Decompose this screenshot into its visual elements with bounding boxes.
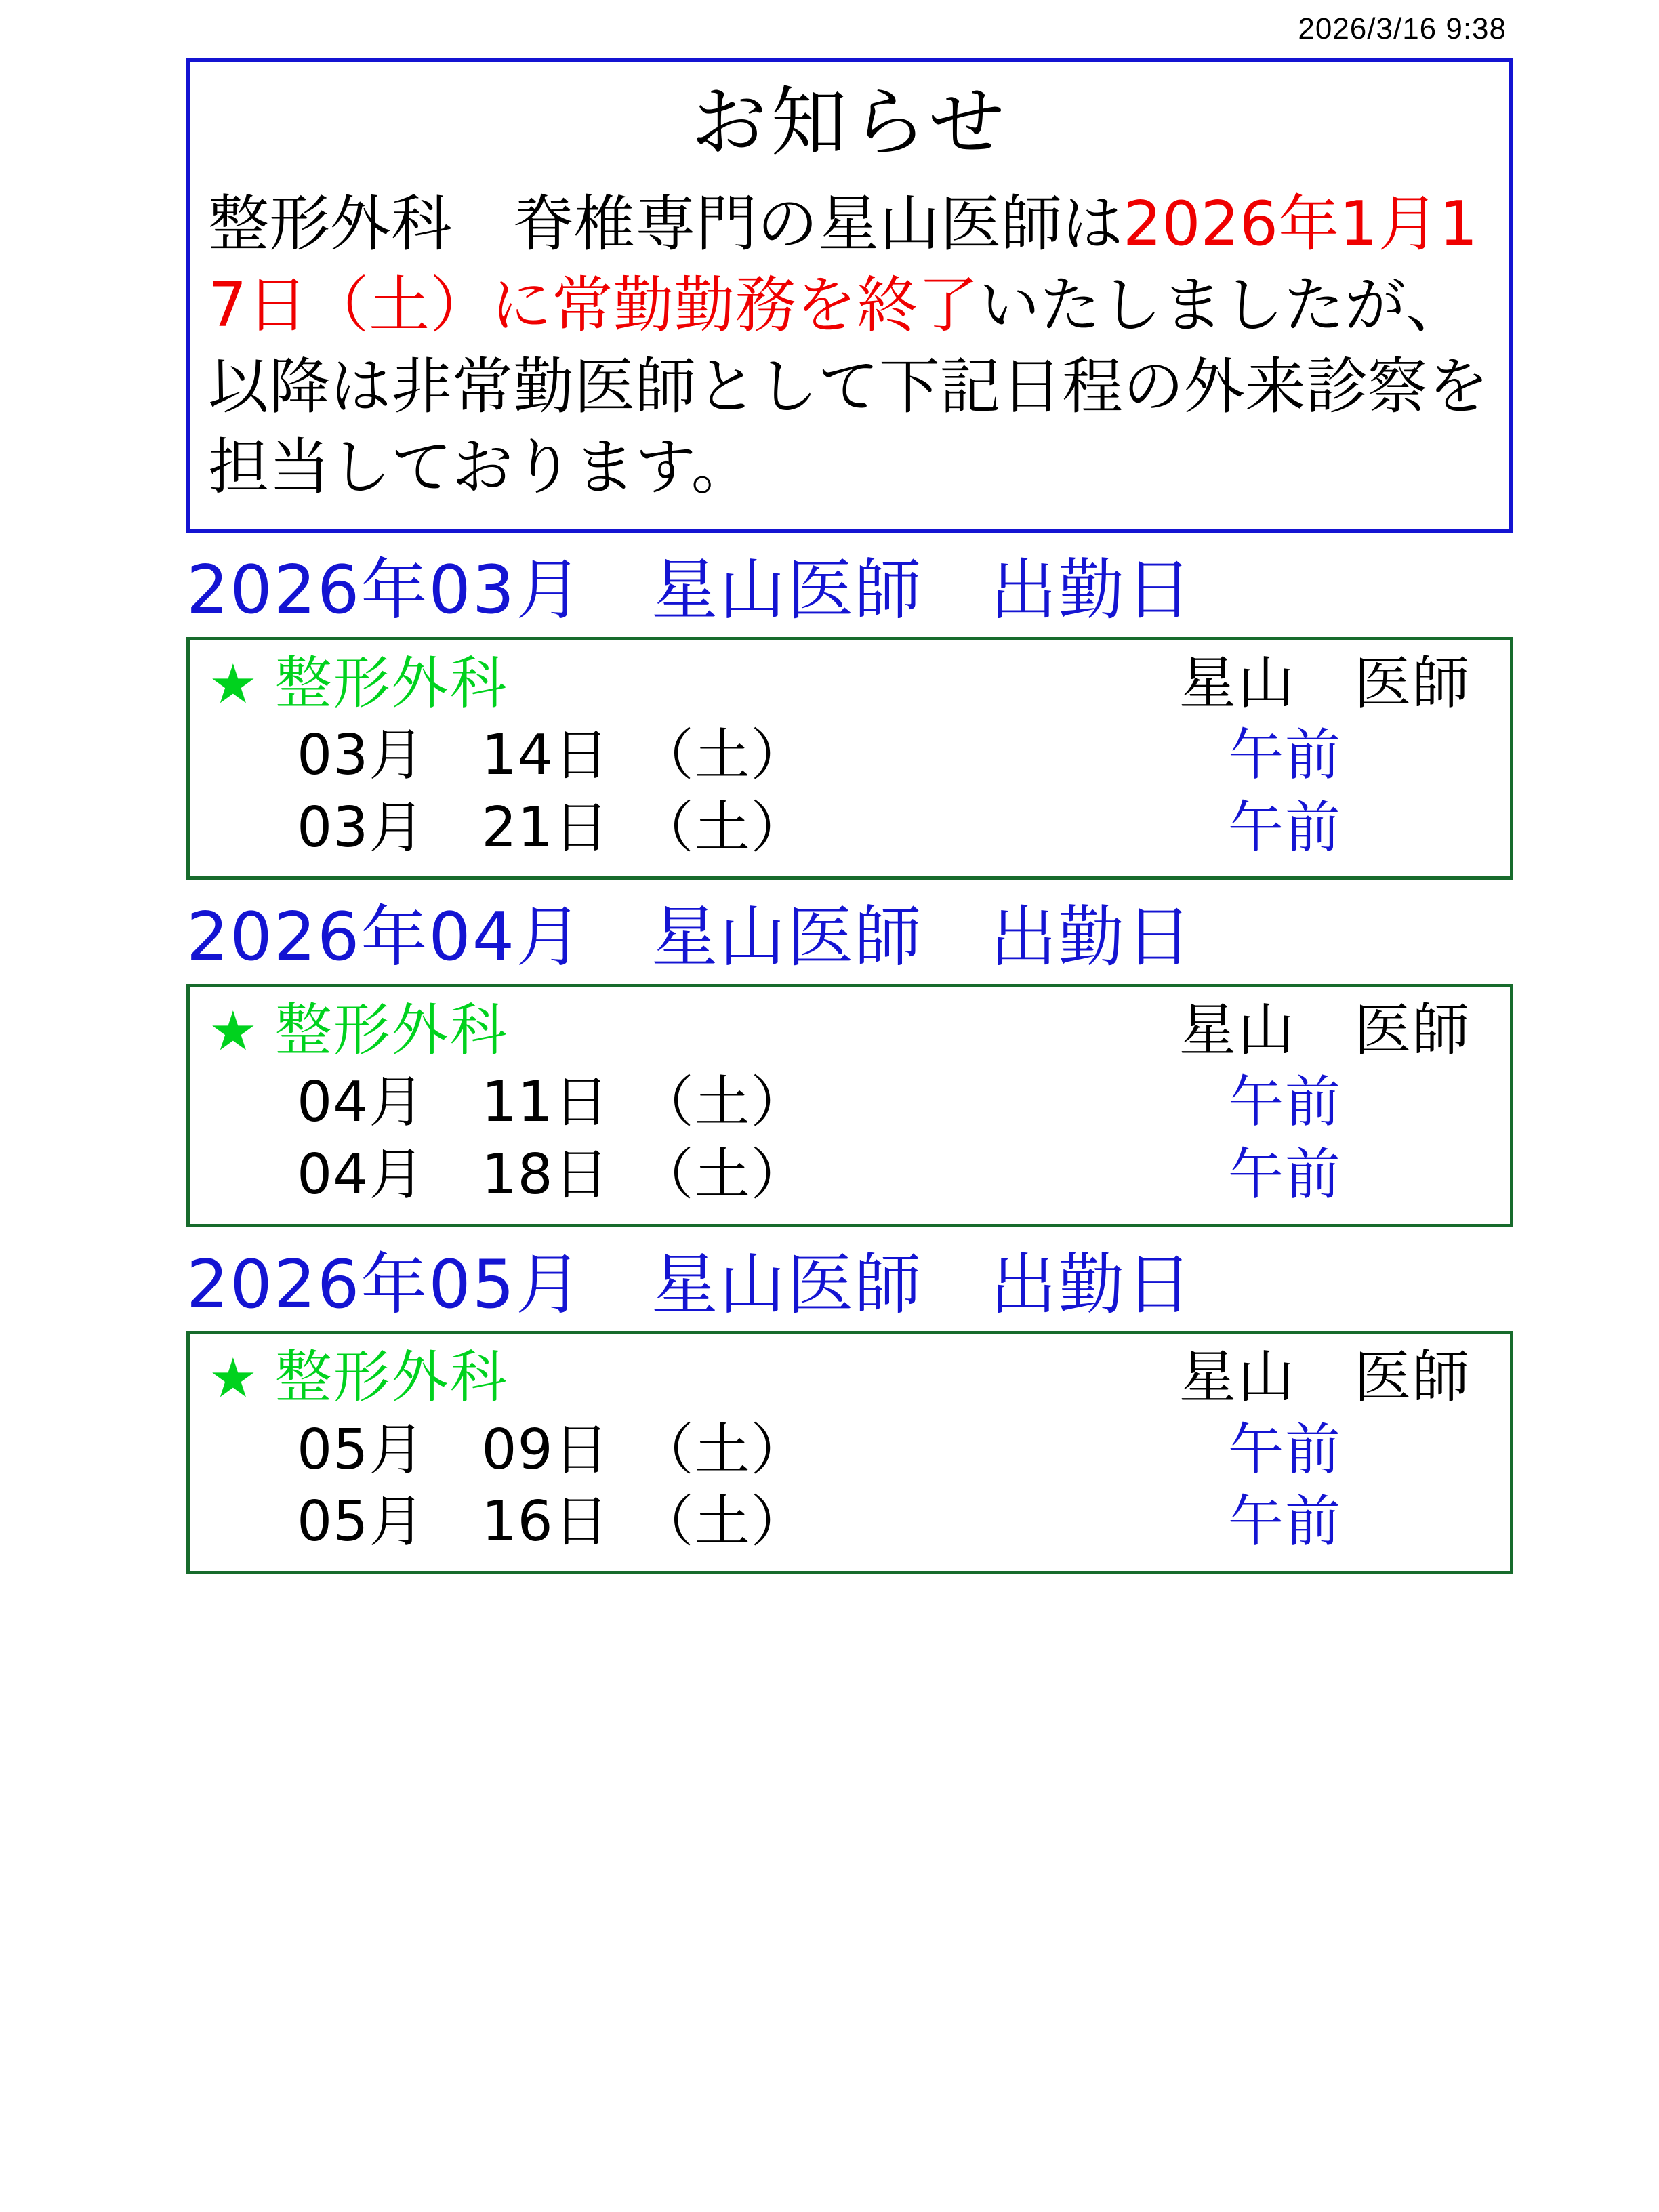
month-schedule-box: [186, 637, 1513, 880]
schedule-time: 午前: [1227, 795, 1342, 860]
notice-highlight-2: を終了: [796, 270, 979, 342]
schedule-date: 05月 16日 （土）: [297, 1490, 807, 1555]
notice-line-1: 整形外科 脊椎専門の星山医師は: [208, 188, 1123, 260]
schedule-time: 午前: [1227, 723, 1342, 788]
department-name: 整形外科: [274, 996, 508, 1063]
schedule-time: 午前: [1227, 1070, 1342, 1135]
capture-timestamp: 2026/3/16 9:38: [1298, 12, 1507, 45]
notice-title: お知らせ: [691, 79, 1009, 167]
notice-highlight-1: 2026年1月17日（土）に常勤勤務: [208, 188, 1478, 342]
schedule-date: 05月 09日 （土）: [297, 1417, 807, 1482]
schedule-date: 04月 11日 （土）: [297, 1070, 807, 1135]
star-icon: ★: [209, 652, 258, 716]
doctor-name: 星山 医師: [1179, 649, 1471, 716]
schedule-time: 午前: [1227, 1490, 1342, 1555]
department-name: 整形外科: [274, 1344, 508, 1411]
month-schedule-box: [186, 984, 1513, 1227]
notice-body: [208, 184, 1492, 508]
star-icon: ★: [209, 1347, 258, 1410]
department-row: [209, 647, 1491, 720]
month-heading: 2026年04月 星山医師 出勤日: [186, 899, 1194, 977]
month-heading: 2026年03月 星山医師 出勤日: [186, 552, 1194, 630]
doctor-name: 星山 医師: [1179, 1344, 1471, 1411]
schedule-time: 午前: [1227, 1417, 1342, 1482]
doctor-name: 星山 医師: [1179, 996, 1471, 1063]
schedule-row: [209, 1414, 1491, 1487]
notice-line-4: 察を担当しております。: [208, 350, 1489, 504]
month-section-april: [186, 897, 1513, 1227]
schedule-row: [209, 720, 1491, 792]
month-heading: 2026年05月 星山医師 出勤日: [186, 1246, 1194, 1324]
department-row: [209, 1341, 1491, 1414]
schedule-date: 04月 18日 （土）: [297, 1143, 807, 1208]
notice-box: [186, 58, 1513, 533]
month-section-march: [186, 550, 1513, 880]
month-schedule-box: [186, 1331, 1513, 1574]
schedule-row: [209, 1067, 1491, 1139]
timestamp-row: [41, 0, 1618, 58]
schedule-row: [209, 792, 1491, 865]
schedule-date: 03月 21日 （土）: [297, 795, 807, 860]
schedule-row: [209, 1139, 1491, 1212]
schedule-time: 午前: [1227, 1143, 1342, 1208]
notice-line-3: 常勤医師として下記日程の外来診: [452, 350, 1367, 422]
month-section-may: [186, 1245, 1513, 1574]
schedule-row: [209, 1486, 1491, 1559]
star-icon: ★: [209, 999, 258, 1063]
notice-line-2: いたしましたが、以降は非: [208, 270, 1467, 422]
department-name: 整形外科: [274, 649, 508, 716]
schedule-date: 03月 14日 （土）: [297, 723, 807, 788]
department-row: [209, 994, 1491, 1067]
